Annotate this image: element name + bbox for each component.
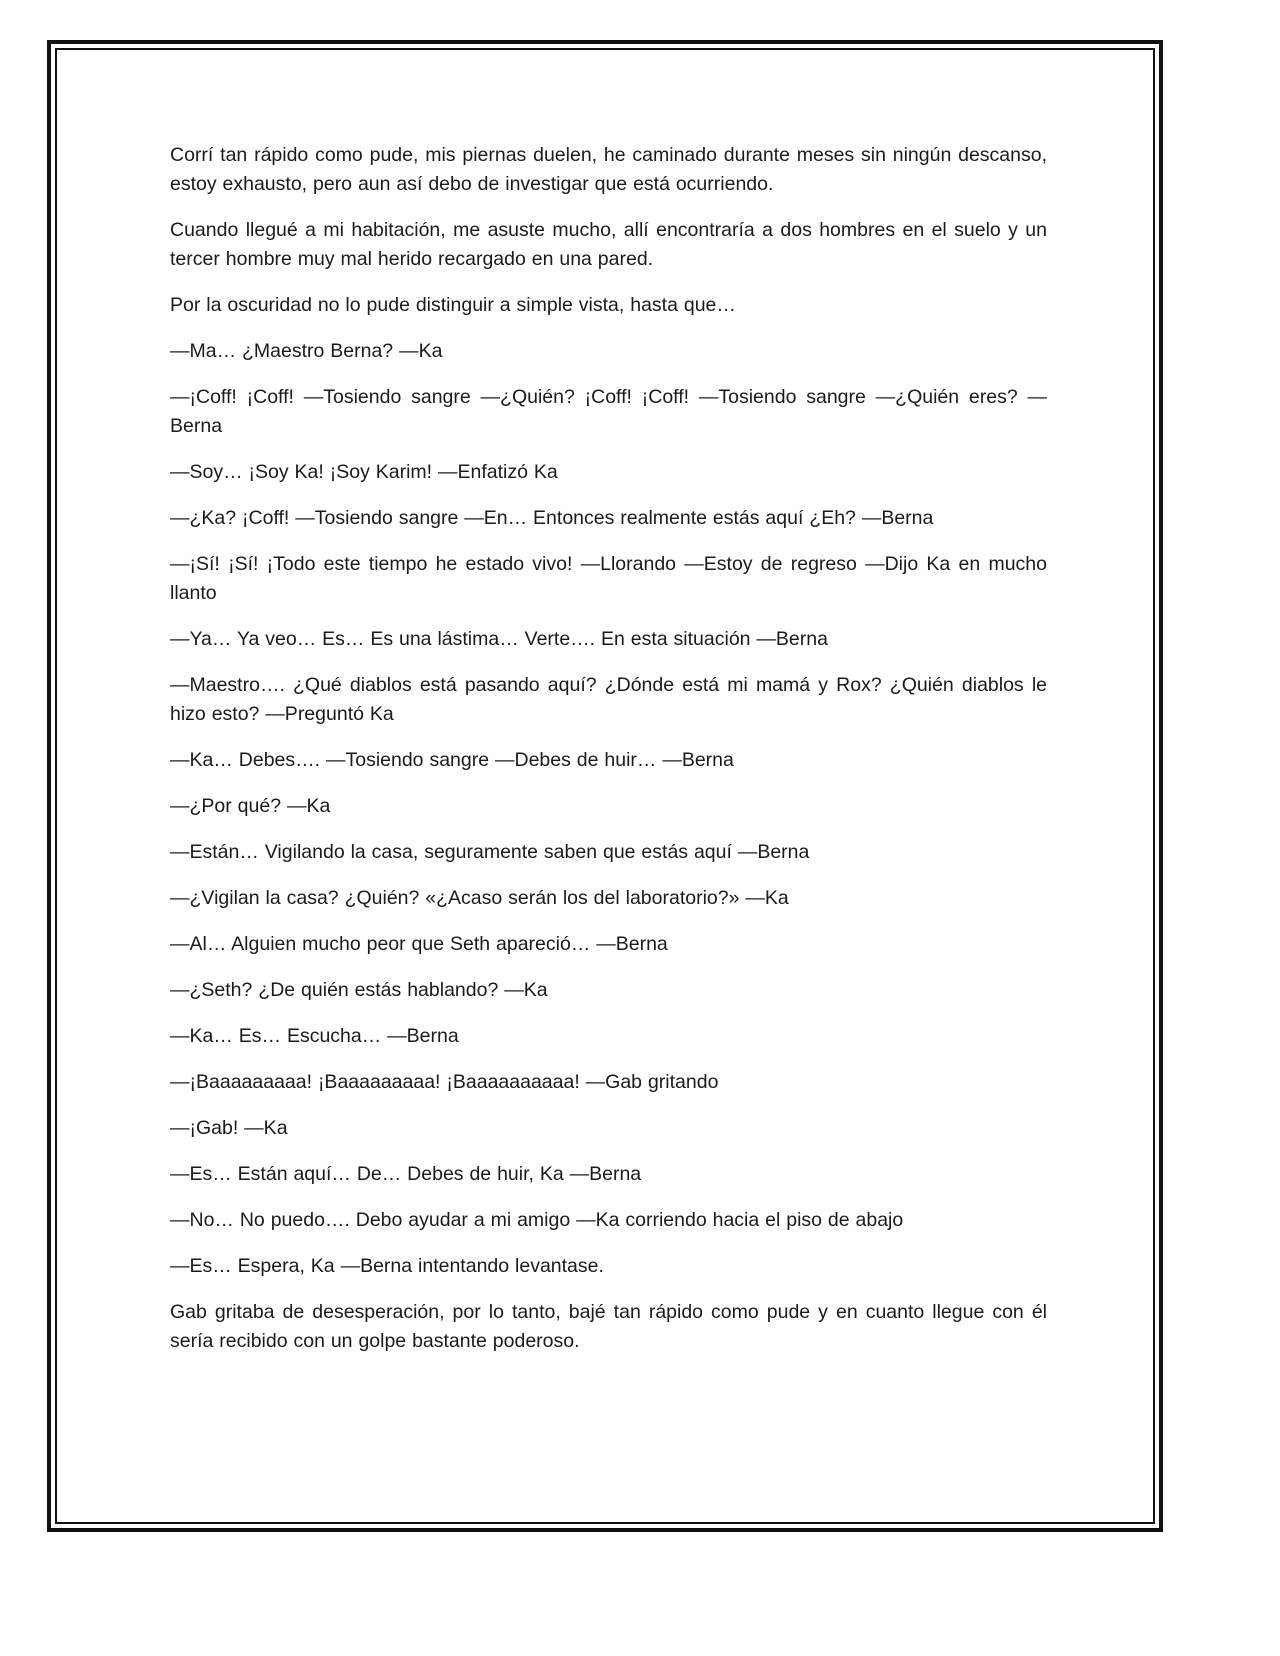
paragraph-9: —Ya… Ya veo… Es… Es una lástima… Verte…. En esta situación —Berna [170, 628, 828, 650]
paragraph-13: —Están… Vigilando la casa, seguramente saben que estás aquí —Berna [170, 841, 810, 863]
paragraph-17: —Ka… Es… Escucha… —Berna [170, 1025, 459, 1047]
paragraph-18: —¡Baaaaaaaaa! ¡Baaaaaaaaa! ¡Baaaaaaaaaa! —Gab gritando [170, 1071, 719, 1093]
paragraph-23: Gab gritaba de desesperación, por lo tanto, bajé tan rápido como pude y en cuanto llegue con él sería recibido con un golpe bastante poderoso. [170, 1301, 1047, 1352]
paragraph-1: Corrí tan rápido como pude, mis piernas duelen, he caminado durante meses sin ningún descanso, estoy exhausto, pero aun así debo de investigar que está ocurriendo. [170, 144, 1047, 195]
paragraph-12: —¿Por qué? —Ka [170, 795, 331, 817]
paragraph-10: —Maestro…. ¿Qué diablos está pasando aquí? ¿Dónde está mi mamá y Rox? ¿Quién diablos le hizo esto? —Preguntó Ka [170, 674, 1047, 725]
paragraph-3: Por la oscuridad no lo pude distinguir a simple vista, hasta que… [170, 294, 736, 316]
paragraph-8: —¡Sí! ¡Sí! ¡Todo este tiempo he estado vivo! —Llorando —Estoy de regreso —Dijo Ka en mucho llanto [170, 553, 1047, 604]
paragraph-6: —Soy… ¡Soy Ka! ¡Soy Karim! —Enfatizó Ka [170, 461, 558, 483]
paragraph-11: —Ka… Debes…. —Tosiendo sangre —Debes de huir… —Berna [170, 749, 734, 771]
paragraph-21: —No… No puedo…. Debo ayudar a mi amigo —Ka corriendo hacia el piso de abajo [170, 1209, 904, 1231]
paragraph-16: —¿Seth? ¿De quién estás hablando? —Ka [170, 979, 548, 1001]
paragraph-15: —Al… Alguien mucho peor que Seth apareció… —Berna [170, 933, 668, 955]
paragraph-19: —¡Gab! —Ka [170, 1117, 288, 1139]
paragraph-7: —¿Ka? ¡Coff! —Tosiendo sangre —En… Entonces realmente estás aquí ¿Eh? —Berna [170, 507, 934, 529]
paragraph-22: —Es… Espera, Ka —Berna intentando levantase. [170, 1255, 604, 1277]
paragraph-14: —¿Vigilan la casa? ¿Quién? «¿Acaso serán los del laboratorio?» —Ka [170, 887, 789, 909]
paragraph-20: —Es… Están aquí… De… Debes de huir, Ka —Berna [170, 1163, 642, 1185]
paragraph-4: —Ma… ¿Maestro Berna? —Ka [170, 340, 443, 362]
paragraph-2: Cuando llegué a mi habitación, me asuste mucho, allí encontraría a dos hombres en el suelo y un tercer hombre muy mal herido recargado en una pared. [170, 219, 1047, 270]
document-content [170, 141, 1047, 1373]
paragraph-5: —¡Coff! ¡Coff! —Tosiendo sangre —¿Quién? ¡Coff! ¡Coff! —Tosiendo sangre —¿Quién eres? —Berna [170, 386, 1047, 437]
